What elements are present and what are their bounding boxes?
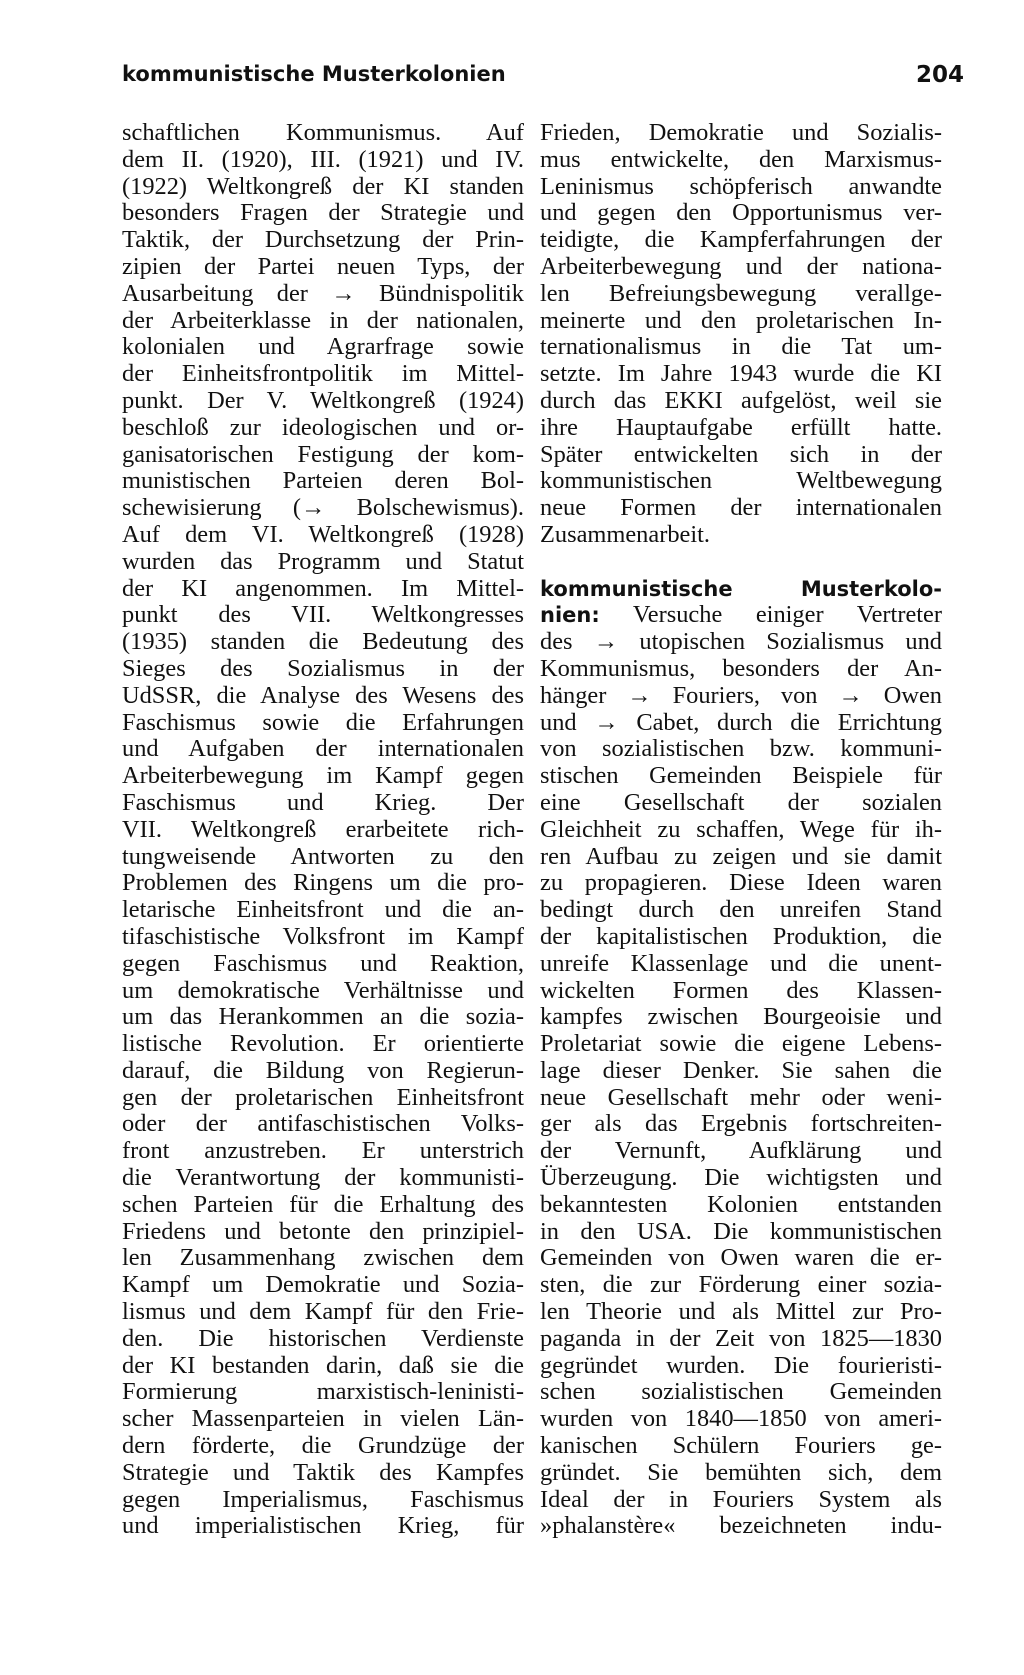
text-line: Kommunismus, besonders der An- [540,655,942,682]
text-line: beschloß zur ideologischen und or- [122,414,524,441]
entry-first-text: Versuche einiger Vertreter [599,602,942,629]
text-line: besonders Fragen der Strategie und [122,200,524,227]
text-line: Sieges des Sozialismus in der [122,655,524,682]
text-line: um das Herankommen an die sozia- [122,1004,524,1031]
text-line: kanischen Schülern Fouriers ge- [540,1433,942,1460]
text-line: der Arbeiterklasse in der nationalen, [122,307,524,334]
text-line: Gleichheit zu schaffen, Wege für ih- [540,816,942,843]
text-line: der KI bestanden darin, daß sie die [122,1352,524,1379]
text-line: und Aufgaben der internationalen [122,736,524,763]
text-line: und → Cabet, durch die Errichtung [540,709,942,736]
text-line: ternationalismus in die Tat um- [540,334,942,361]
text-line: gegen Imperialismus, Faschismus [122,1486,524,1513]
text-line: der Einheitsfrontpolitik im Mittel- [122,361,524,388]
text-line: neue Gesellschaft mehr oder weni- [540,1084,942,1111]
text-line: gen der proletarischen Einheitsfront [122,1084,524,1111]
text-line: punkt. Der V. Weltkongreß (1924) [122,387,524,414]
text-line: kommunistischen Weltbewegung [540,468,942,495]
text-line: Strategie und Taktik des Kampfes [122,1459,524,1486]
text-line: des → utopischen Sozialismus und [540,629,942,656]
text-line: gegen Faschismus und Reaktion, [122,950,524,977]
text-line: paganda in der Zeit von 1825—1830 [540,1325,942,1352]
text-line: setzte. Im Jahre 1943 wurde die KI [540,361,942,388]
text-line: von sozialistischen bzw. kommuni- [540,736,942,763]
text-line: scher Massenparteien in vielen Län- [122,1406,524,1433]
text-line: Problemen des Ringens um die pro- [122,870,524,897]
text-line: Arbeiterbewegung im Kampf gegen [122,763,524,790]
text-line: der KI angenommen. Im Mittel- [122,575,524,602]
text-line: Faschismus und Krieg. Der [122,789,524,816]
text-line: mus entwickelte, den Marxismus- [540,146,942,173]
text-line: schen sozialistischen Gemeinden [540,1379,942,1406]
text-line: sten, die zur Förderung einer sozia- [540,1272,942,1299]
text-line: Frieden, Demokratie und Sozialis- [540,120,942,146]
text-line: Ausarbeitung der → Bündnispolitik [122,280,524,307]
text-line: dern förderte, die Grundzüge der [122,1433,524,1460]
text-line: bekanntesten Kolonien entstanden [540,1191,942,1218]
text-line: eine Gesellschaft der sozialen [540,789,942,816]
text-line: schaftlichen Kommunismus. Auf [122,120,524,146]
text-line: der kapitalistischen Produktion, die [540,923,942,950]
text-line: Kampf um Demokratie und Sozia- [122,1272,524,1299]
text-line: meinerte und den proletarischen In- [540,307,942,334]
text-line: dem II. (1920), III. (1921) und IV. [122,146,524,173]
running-header [122,62,964,102]
text-line: tungweisende Antworten zu den [122,843,524,870]
text-line: ger als das Ergebnis fortschreiten- [540,1111,942,1138]
text-line: ren Aufbau zu zeigen und sie damit [540,843,942,870]
text-line: Überzeugung. Die wichtigsten und [540,1165,942,1192]
text-line: len Theorie und als Mittel zur Pro- [540,1299,942,1326]
text-line: in den USA. Die kommunistischen [540,1218,942,1245]
text-line: stischen Gemeinden Beispiele für [540,763,942,790]
text-line: gegründet wurden. Die fourieristi- [540,1352,942,1379]
text-line: die Verantwortung der kommunisti- [122,1165,524,1192]
text-line: darauf, die Bildung von Regierun- [122,1057,524,1084]
text-line: neue Formen der internationalen [540,495,942,522]
text-line: Faschismus sowie die Erfahrungen [122,709,524,736]
text-line: gründet. Sie bemühten sich, dem [540,1459,942,1486]
left-column [122,120,524,1540]
text-line: tifaschistische Volksfront im Kampf [122,923,524,950]
page-number: 204 [915,62,964,88]
text-line: VII. Weltkongreß erarbeitete rich- [122,816,524,843]
text-line: zu propagieren. Diese Ideen waren [540,870,942,897]
text-line: ganisatorischen Festigung der kom- [122,441,524,468]
text-line: wurden von 1840—1850 von ameri- [540,1406,942,1433]
text-line: len Zusammenhang zwischen dem [122,1245,524,1272]
text-line: kolonialen und Agrarfrage sowie [122,334,524,361]
entry-heading-end: nien: [540,603,600,628]
text-line: der Vernunft, Aufklärung und [540,1138,942,1165]
text-line: Gemeinden von Owen waren die er- [540,1245,942,1272]
text-line: front anzustreben. Er unterstrich [122,1138,524,1165]
text-line: (1922) Weltkongreß der KI standen [122,173,524,200]
text-line: wickelten Formen des Klassen- [540,977,942,1004]
text-line: teidigte, die Kampferfahrungen der [540,227,942,254]
text-line: ihre Hauptaufgabe erfüllt hatte. [540,414,942,441]
text-line: Formierung marxistisch-leninisti- [122,1379,524,1406]
text-line: durch das EKKI aufgelöst, weil sie [540,387,942,414]
text-line: Zusammenarbeit. [540,521,710,548]
right-column [540,120,942,1540]
text-line: Leninismus schöpferisch anwandte [540,173,942,200]
text-line: Proletariat sowie die eigene Lebens- [540,1031,942,1058]
text-line: lismus und dem Kampf für den Frie- [122,1299,524,1326]
text-line: hänger → Fouriers, von → Owen [540,682,942,709]
text-line: len Befreiungsbewegung verallge- [540,280,942,307]
text-line: UdSSR, die Analyse des Wesens des [122,682,524,709]
text-line: Ideal der in Fouriers System als [540,1486,942,1513]
text-line: munistischen Parteien deren Bol- [122,468,524,495]
text-line: listische Revolution. Er orientierte [122,1031,524,1058]
text-line: letarische Einheitsfront und die an- [122,897,524,924]
text-line: kampfes zwischen Bourgeoisie und [540,1004,942,1031]
running-title: kommunistische Musterkolonien [122,62,506,86]
text-line: um demokratische Verhältnisse und [122,977,524,1004]
text-line: »phalanstère« bezeichneten indu- [540,1513,942,1540]
text-line: Friedens und betonte den prinzipiel- [122,1218,524,1245]
text-line: bedingt durch den unreifen Stand [540,897,942,924]
text-line: Auf dem VI. Weltkongreß (1928) [122,521,524,548]
text-line: lage dieser Denker. Sie sahen die [540,1057,942,1084]
text-line: Später entwickelten sich in der [540,441,942,468]
text-line: (1935) standen die Bedeutung des [122,629,524,656]
text-line: oder der antifaschistischen Volks- [122,1111,524,1138]
entry-heading: kommunistische Musterkolo- [540,576,942,601]
text-line: unreife Klassenlage und die unent- [540,950,942,977]
text-line: Arbeiterbewegung und der nationa- [540,253,942,280]
text-line: und gegen den Opportunismus ver- [540,200,942,227]
entry-heading-line [540,576,942,603]
text-line: Taktik, der Durchsetzung der Prin- [122,227,524,254]
text-line: den. Die historischen Verdienste [122,1325,524,1352]
text-line: zipien der Partei neuen Typs, der [122,253,524,280]
paragraph-gap [540,549,942,576]
text-line: wurden das Programm und Statut [122,548,524,575]
text-line: punkt des VII. Weltkongresses [122,602,524,629]
text-line: schewisierung (→ Bolschewismus). [122,495,524,522]
text-line: schen Parteien für die Erhaltung des [122,1191,524,1218]
entry-first-line [540,602,942,629]
text-line: und imperialistischen Krieg, für [122,1513,524,1540]
